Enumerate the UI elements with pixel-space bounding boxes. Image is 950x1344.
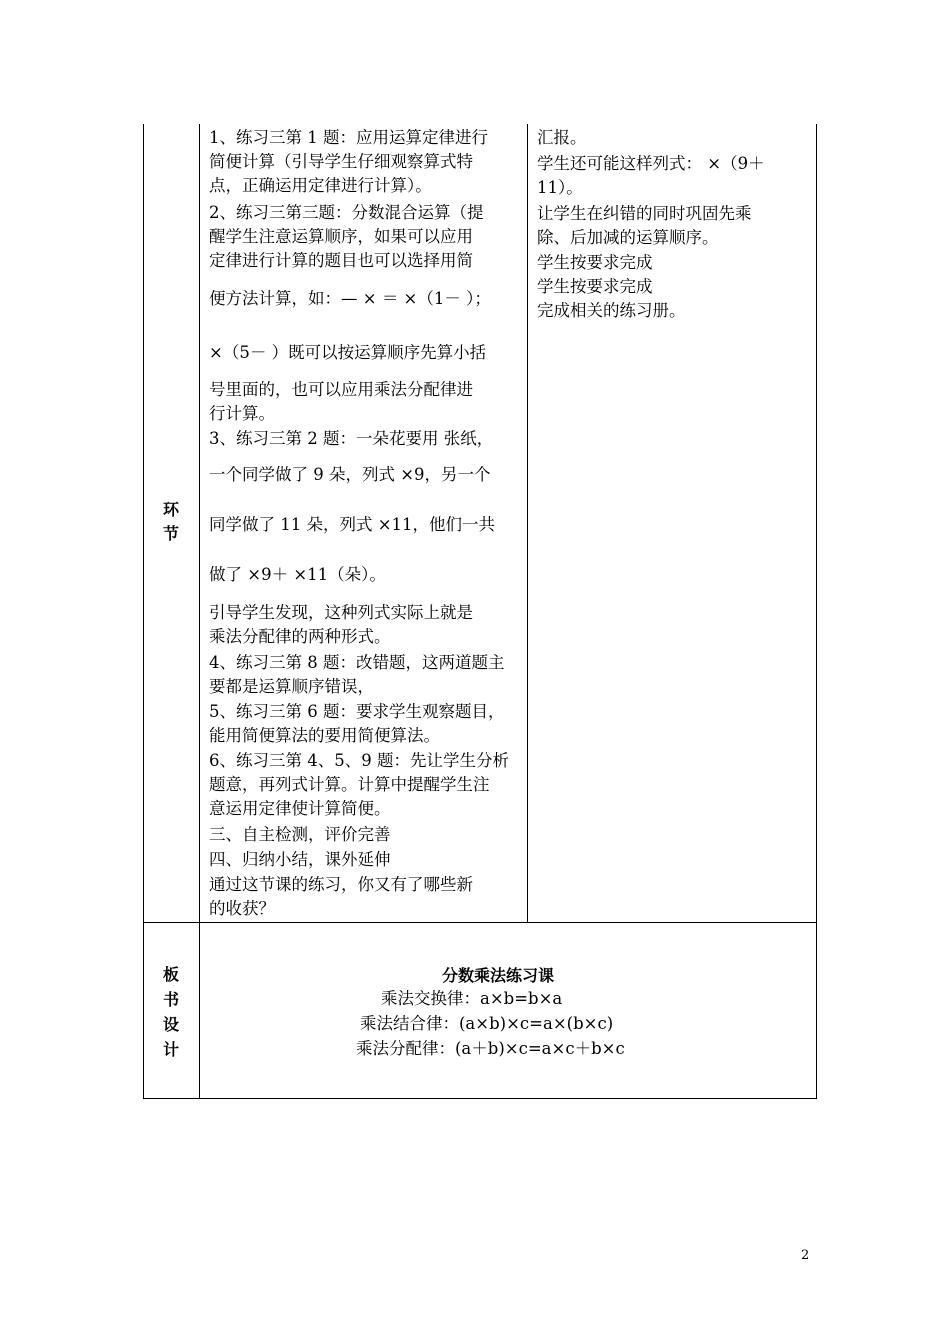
board-label-char: 设 — [162, 1015, 179, 1034]
board-design-label — [143, 962, 199, 1062]
text-line: 号里面的，也可以应用乘法分配律进 — [209, 380, 473, 399]
text-line: 6、练习三第 4、5、9 题：先让学生分析 — [209, 751, 509, 770]
text-line: 4、练习三第 8 题：改错题，这两道题主 — [209, 653, 505, 672]
col-divider-2 — [527, 124, 528, 922]
text-line: 乘法分配律的两种形式。 — [209, 627, 391, 646]
text-line: 让学生在纠错的同时巩固先乘 — [537, 204, 752, 223]
text-line: 能用简便算法的要用简便算法。 — [209, 726, 440, 745]
text-line: 醒学生注意运算顺序，如果可以应用 — [209, 227, 473, 246]
text-line: 一个同学做了 9 朵，列式 ×9，另一个 — [209, 465, 491, 484]
text-line: 11）。 — [537, 178, 583, 197]
text-line: 学生还可能这样列式： ×（9＋ — [537, 154, 765, 173]
board-line: 乘法分配律：(a＋b)×c=a×c＋b×c — [356, 1039, 625, 1058]
text-line: 要都是运算顺序错误， — [209, 677, 374, 696]
text-line: 3、练习三第 2 题：一朵花要用 张纸， — [209, 429, 494, 448]
section-label-char: 环 — [162, 500, 179, 519]
board-line: 乘法交换律：a×b=b×a — [381, 989, 563, 1008]
text-line: 便方法计算，如：— × ＝ ×（1－ ）； — [209, 289, 491, 308]
text-line: 题意，再列式计算。计算中提醒学生注 — [209, 775, 490, 794]
section-label-char: 节 — [162, 524, 179, 543]
table-bottom-border — [143, 1098, 817, 1099]
text-line: 汇报。 — [537, 128, 587, 147]
text-line: 行计算。 — [209, 404, 275, 423]
board-label-char: 板 — [162, 965, 179, 984]
text-line: 学生按要求完成 — [537, 277, 653, 296]
text-line: 通过这节课的练习，你又有了哪些新 — [209, 875, 473, 894]
text-line: 意运用定律使计算简便。 — [209, 799, 391, 818]
text-line: 点，正确运用定律进行计算）。 — [209, 176, 432, 195]
board-line: 乘法结合律：(a×b)×c=a×(b×c) — [360, 1014, 614, 1033]
board-title: 分数乘法练习课 — [442, 966, 555, 985]
section-label — [143, 498, 199, 546]
text-line: 三、自主检测，评价完善 — [209, 825, 391, 844]
text-line: 引导学生发现，这种列式实际上就是 — [209, 603, 473, 622]
page-number: 2 — [801, 1248, 810, 1263]
table-right-border — [816, 124, 817, 1099]
text-line: 2、练习三第三题：分数混合运算（提 — [209, 203, 484, 222]
text-line: 简便计算（引导学生仔细观察算式特 — [209, 152, 473, 171]
col-divider-1 — [199, 124, 200, 1099]
text-line: 同学做了 11 朵，列式 ×11，他们一共 — [209, 515, 496, 534]
board-label-char: 书 — [162, 990, 179, 1009]
text-line: ×（5－ ）既可以按运算顺序先算小括 — [209, 343, 487, 362]
text-line: 四、归纳小结，课外延伸 — [209, 850, 391, 869]
row-divider — [143, 922, 817, 923]
text-line: 完成相关的练习册。 — [537, 301, 686, 320]
board-label-char: 计 — [162, 1040, 179, 1059]
text-line: 5、练习三第 6 题：要求学生观察题目， — [209, 702, 505, 721]
text-line: 1、练习三第 1 题：应用运算定律进行 — [209, 128, 488, 147]
text-line: 定律进行计算的题目也可以选择用简 — [209, 251, 473, 270]
text-line: 除、后加减的运算顺序。 — [537, 228, 719, 247]
text-line: 的收获？ — [209, 899, 275, 918]
table-left-border — [143, 124, 144, 1099]
text-line: 学生按要求完成 — [537, 253, 653, 272]
text-line: 做了 ×9＋ ×11（朵）。 — [209, 565, 386, 584]
